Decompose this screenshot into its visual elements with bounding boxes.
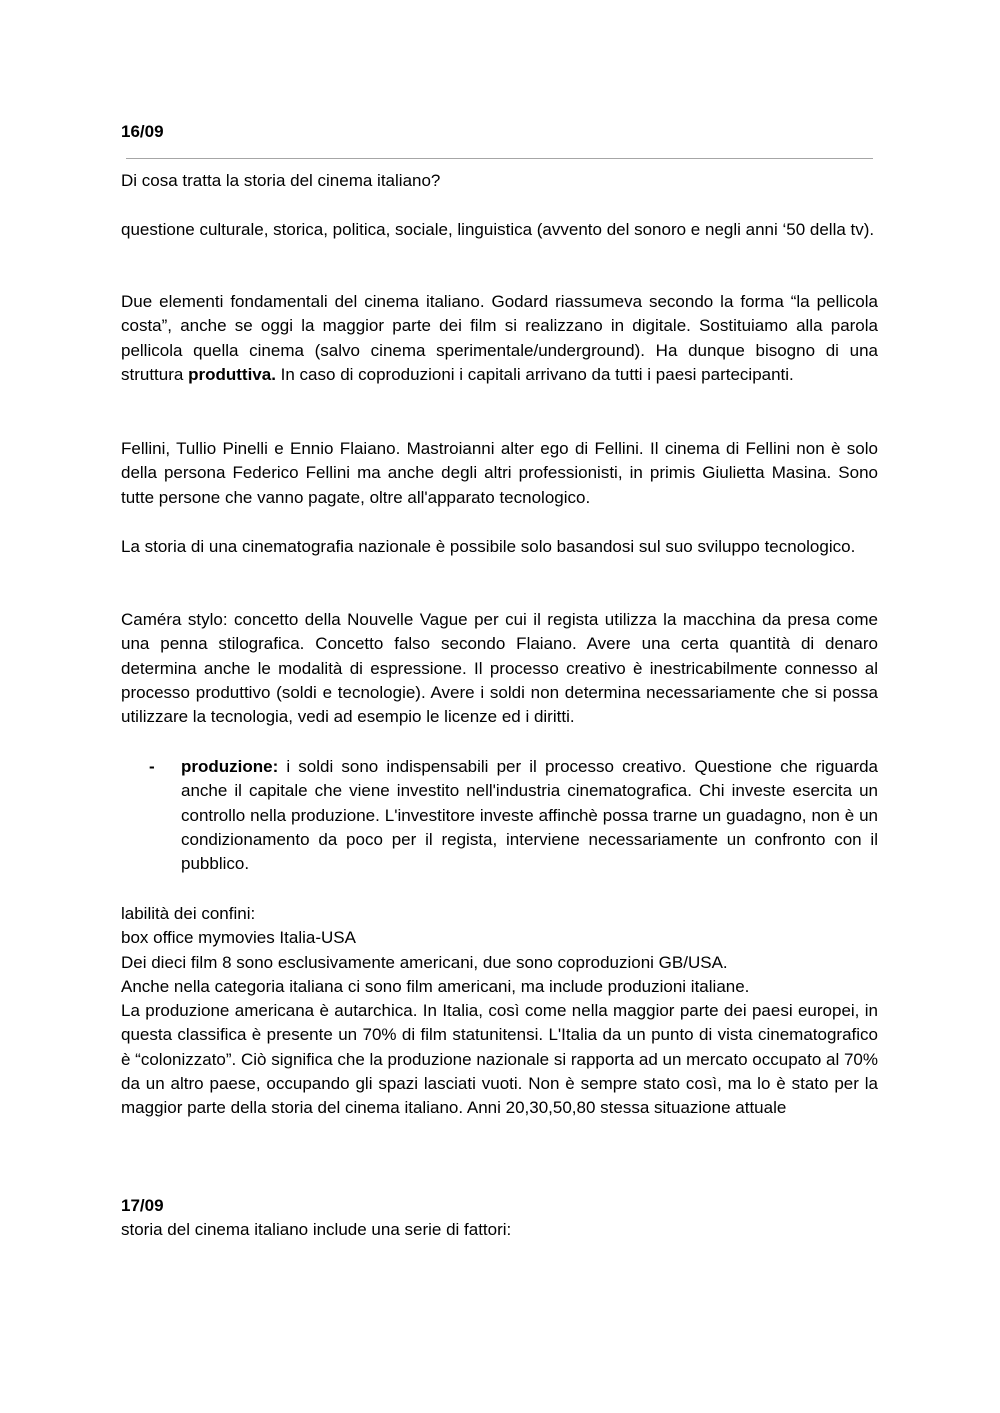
question-line: Di cosa tratta la storia del cinema italiano? — [121, 171, 441, 190]
bullet-term: produzione: — [181, 757, 279, 776]
note-line: labilità dei confini: — [121, 904, 256, 923]
note-line: Anche nella categoria italiana ci sono film americani, ma include produzioni italiane. — [121, 976, 750, 996]
bold-term-produttiva: produttiva. — [188, 364, 276, 384]
date-heading-17-09: 17/09 — [121, 1196, 164, 1215]
note-line: Dei dieci film 8 sono esclusivamente americani, due sono coproduzioni GB/USA. — [121, 952, 728, 972]
paragraph-american-production: La produzione americana è autarchica. In Italia, così come nella maggior parte dei paesi europei, in questa classifica è presente un 70% di film statunitensi. L'Italia da un punto di vista cinematografico è “colonizzato”. Ciò significa che la produzione nazionale si rapporta ad un mercato occupato al 70% da un altro paese, occupando gli spazi lasciati vuoti. Non è sempre stato così, ma lo è stato per la maggior parte della storia del cinema italiano. Anni 20,30,50,80 stessa situazione attuale — [121, 1001, 878, 1118]
paragraph-factors-intro: storia del cinema italiano include una serie di fattori: — [121, 1220, 512, 1239]
bullet-dash: - — [149, 757, 155, 776]
horizontal-divider — [126, 158, 873, 159]
note-line: box office mymovies Italia-USA — [121, 928, 356, 948]
bullet-body: i soldi sono indispensabili per il processo creativo. Questione che riguarda anche il capitale che viene investito nell'industria cinematografica. Chi investe esercita un controllo nella produzione. L'investitore investe affinchè possa trarne un guadagno, non è un condizionamento da poco per il regista, interviene necessariamente un confronto con il pubblico. — [181, 757, 878, 874]
paragraph-technology: La storia di una cinematografia nazionale è possibile solo basandosi sul suo sviluppo tecnologico. — [121, 537, 856, 556]
paragraph-fellini: Fellini, Tullio Pinelli e Ennio Flaiano. Mastroianni alter ego di Fellini. Il cinema di Fellini non è solo della persona Federico Fellini ma anche degli altri professionisti, in primis Giulietta Masina. Sono tutte persone che vanno pagate, oltre all'apparato tecnologico. — [121, 439, 878, 507]
paragraph-elements-text-b: In caso di coproduzioni i capitali arrivano da tutti i paesi partecipanti. — [275, 364, 794, 384]
paragraph-elements — [121, 290, 878, 387]
date-heading-16-09: 16/09 — [121, 122, 164, 141]
paragraph-elements-text-a: Due elementi fondamentali del cinema italiano. Godard riassumeva secondo la forma “la pellicola costa”, anche se oggi la maggior parte dei film si realizzano in digitale. Sostituiamo alla parola pellicola quella cinema (salvo cinema sperimentale/underground). Ha dunque bisogno di una struttura — [121, 292, 878, 384]
paragraph-camera-stylo: Caméra stylo: concetto della Nouvelle Vague per cui il regista utilizza la macchina da presa come una penna stilografica. Concetto falso secondo Flaiano. Avere una certa quantità di denaro determina anche le modalità di espressione. Il processo creativo è inestricabilmente connesso al processo produttivo (soldi e tecnologie). Avere i soldi non determina necessariamente che si possa utilizzare la tecnologia, vedi ad esempio le licenze ed i diritti. — [121, 610, 878, 727]
paragraph-topics: questione culturale, storica, politica, sociale, linguistica (avvento del sonoro e negli anni ‘50 della tv). — [121, 220, 875, 239]
bullet-text — [181, 755, 878, 876]
notes-lines — [121, 902, 878, 999]
